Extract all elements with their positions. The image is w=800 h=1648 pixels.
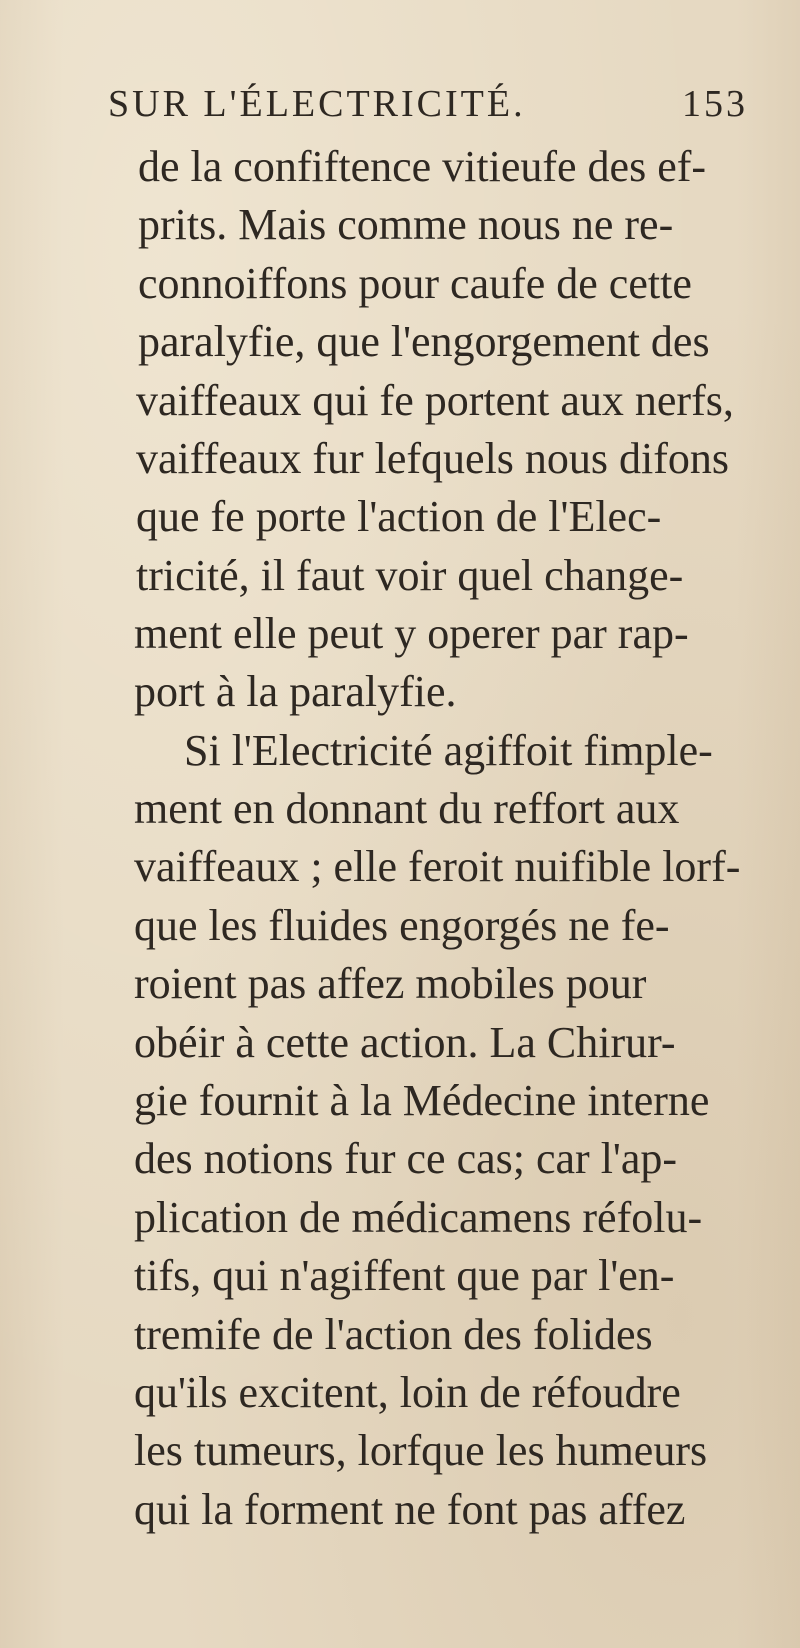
- text-line: roient pas affez mobiles pour: [134, 959, 647, 1008]
- text-line: qu'ils excitent, loin de réfoudre: [134, 1368, 681, 1417]
- text-line: ment en donnant du reffort aux: [134, 784, 680, 833]
- running-title: SUR L'ÉLECTRICITÉ.: [108, 83, 526, 125]
- text-line: les tumeurs, lorfque les humeurs: [134, 1426, 708, 1475]
- text-line: tricité, il faut voir quel change-: [136, 551, 684, 600]
- text-line: port à la paralyfie.: [134, 667, 457, 716]
- running-head: [108, 82, 748, 134]
- text-line: tifs, qui n'agiffent que par l'en-: [134, 1251, 675, 1300]
- text-line: prits. Mais comme nous ne re-: [138, 200, 674, 249]
- text-line: des notions fur ce cas; car l'ap-: [134, 1134, 678, 1183]
- text-line: paralyfie, que l'engorgement des: [138, 317, 710, 366]
- text-line: que fe porte l'action de l'Elec-: [136, 492, 662, 541]
- text-line: plication de médicamens réfolu-: [134, 1193, 703, 1242]
- text-line: qui la forment ne font pas affez: [134, 1485, 686, 1534]
- text-line: de la confiftence vitieufe des ef-: [138, 142, 707, 191]
- text-line: gie fournit à la Médecine interne: [134, 1076, 710, 1125]
- text-line: obéir à cette action. La Chirur-: [134, 1018, 676, 1067]
- text-line: vaiffeaux fur lefquels nous difons: [136, 434, 730, 483]
- text-line: que les fluides engorgés ne fe-: [134, 901, 670, 950]
- page-number: 153: [682, 83, 748, 125]
- text-line: ment elle peut y operer par rap-: [134, 609, 689, 658]
- text-line: vaiffeaux ; elle feroit nuifible lorf-: [134, 842, 741, 891]
- text-line: vaiffeaux qui fe portent aux nerfs,: [136, 376, 734, 425]
- text-line: Si l'Electricité agiffoit fimple-: [184, 726, 713, 775]
- text-line: connoiffons pour caufe de cette: [138, 259, 692, 308]
- text-line: tremife de l'action des folides: [134, 1310, 653, 1359]
